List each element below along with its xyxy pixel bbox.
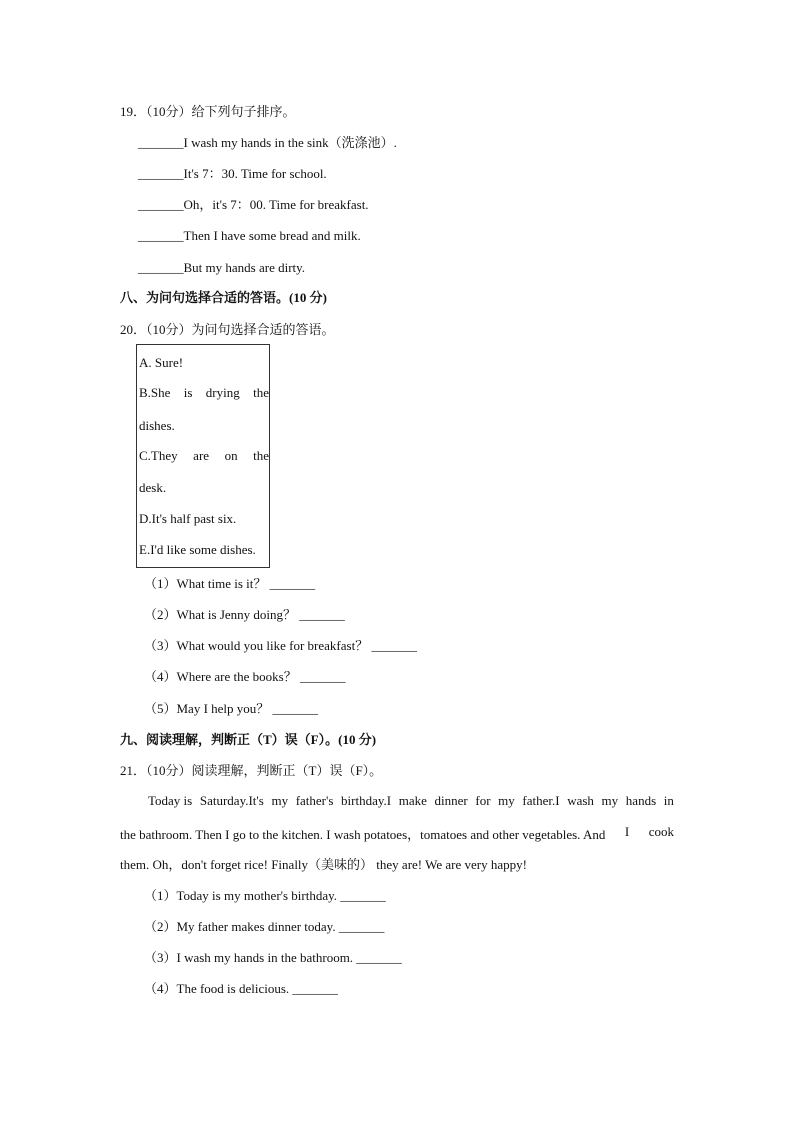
option-c-word: C.They <box>139 448 178 463</box>
option-b-word: drying <box>205 385 240 400</box>
q21-title: 21．（10分）阅读理解，判断正（T）误（F）。 <box>120 763 383 778</box>
option-c-line-1 <box>139 448 269 464</box>
passage-word: Today is <box>148 793 193 808</box>
passage-word: my <box>498 793 515 808</box>
passage-segment: I <box>624 824 630 839</box>
answer-options-box <box>136 344 270 568</box>
option-b-word: is <box>183 385 193 400</box>
passage-word: birthday.I <box>341 793 392 808</box>
q19-item-4: _______Then I have some bread and milk. <box>138 228 361 243</box>
q20-question-4: （4）Where are the books？ _______ <box>144 669 346 684</box>
q20-question-5: （5）May I help you？ _______ <box>144 701 319 716</box>
passage-word: make <box>398 793 427 808</box>
passage-line-2 <box>120 824 674 843</box>
passage-word: father.I <box>522 793 560 808</box>
q20-question-1: （1）What time is it？ _______ <box>144 576 316 591</box>
q19-item-1: _______I wash my hands in the sink（洗涤池）. <box>138 135 397 150</box>
passage-word: for <box>475 793 491 808</box>
passage-word: hands <box>625 793 657 808</box>
q21-statement-3: （3）I wash my hands in the bathroom. _______ <box>144 950 402 965</box>
section-9-heading: 九、阅读理解，判断正（T）误（F）。(10 分) <box>120 732 377 747</box>
option-b-line-1 <box>139 385 269 401</box>
section-8-heading: 八、为问句选择合适的答语。(10 分) <box>120 290 327 305</box>
option-b-word: B.She <box>139 385 171 400</box>
option-d: D.It's half past six. <box>139 511 237 526</box>
option-e: E.I'd like some dishes. <box>139 542 256 557</box>
option-c-word: the <box>253 448 269 463</box>
option-c-line-2: desk. <box>139 480 167 495</box>
q20-question-3: （3）What would you like for breakfast？ _______ <box>144 638 417 653</box>
passage-word: father's <box>295 793 334 808</box>
option-c-word: are <box>193 448 210 463</box>
q21-statement-1: （1）Today is my mother's birthday. _______ <box>144 888 386 903</box>
passage-line-3: them. Oh，don't forget rice! Finally（美味的） they are! We are very happy! <box>120 857 527 872</box>
q20-question-2: （2）What is Jenny doing？ _______ <box>144 607 345 622</box>
q21-statement-4: （4）The food is delicious. _______ <box>144 981 338 996</box>
reading-passage <box>120 793 676 883</box>
q19-item-3: _______Oh，it's 7：00. Time for breakfast. <box>138 197 369 212</box>
option-a: A. Sure! <box>139 355 184 370</box>
passage-line-1 <box>148 793 674 809</box>
q19-item-5: _______But my hands are dirty. <box>138 260 306 275</box>
passage-word: wash <box>567 793 594 808</box>
passage-word: my <box>271 793 289 808</box>
option-b-line-2: dishes. <box>139 418 175 433</box>
passage-segment: the bathroom. Then I go to the kitchen. I wash potatoes，tomatoes and other vegetables. And <box>120 827 606 842</box>
q21-statement-2: （2）My father makes dinner today. _______ <box>144 919 385 934</box>
option-c-word: on <box>224 448 238 463</box>
passage-word: in <box>663 793 674 808</box>
passage-word: Saturday.It's <box>199 793 264 808</box>
q20-title: 20．（10分）为问句选择合适的答语。 <box>120 322 335 337</box>
option-b-word: the <box>253 385 269 400</box>
q19-title: 19．（10分）给下列句子排序。 <box>120 104 296 119</box>
q19-item-2: _______It's 7：30. Time for school. <box>138 166 327 181</box>
passage-segment: cook <box>648 824 674 839</box>
passage-word: dinner <box>434 793 468 808</box>
passage-word: my <box>601 793 619 808</box>
